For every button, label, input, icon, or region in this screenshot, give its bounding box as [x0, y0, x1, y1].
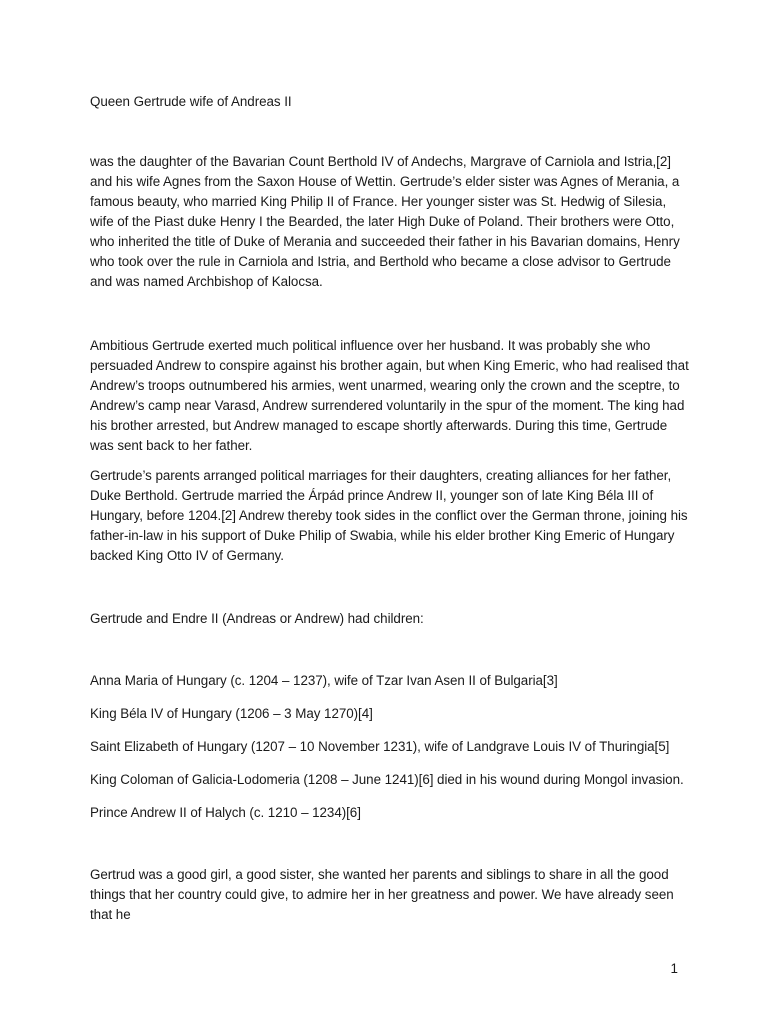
child-item: King Coloman of Galicia-Lodomeria (1208 – June 1241)[6] died in his wound during Mongol invasion.	[90, 772, 684, 787]
document-body	[90, 92, 690, 925]
page-number: 1	[670, 961, 678, 976]
paragraph-lineage: was the daughter of the Bavarian Count Berthold IV of Andechs, Margrave of Carniola and Istria,[2] and his wife Agnes from the Saxon House of Wettin. Gertrude’s elder sister was Agnes of Merania, a famous beauty, who married King Philip II of France. Her younger sister was St. Hedwig of Silesia, wife of the Piast duke Henry I the Bearded, the later High Duke of Poland. Their brothers were Otto, who inherited the title of Duke of Merania and succeeded their father in his Bavarian domains, Henry who took over the rule in Carniola and Istria, and Berthold who became a close advisor to Gertrude and was named Archbishop of Kalocsa.	[90, 154, 680, 289]
paragraph-political-influence: Ambitious Gertrude exerted much political influence over her husband. It was probably she who persuaded Andrew to conspire against his brother again, but when King Emeric, who had realised that Andrew’s troops outnumbered his armies, went unarmed, wearing only the crown and the sceptre, to Andrew’s camp near Varasd, Andrew surrendered voluntarily in the spur of the moment. The king had his brother arrested, but Andrew managed to escape shortly afterwards. During this time, Gertrude was sent back to her father.	[90, 338, 689, 453]
paragraph-marriage: Gertrude’s parents arranged political marriages for their daughters, creating alliances for her father, Duke Berthold. Gertrude married the Árpád prince Andrew II, younger son of late King Béla III of Hungary, before 1204.[2] Andrew thereby took sides in the conflict over the German throne, joining his father-in-law in his support of Duke Philip of Swabia, while his elder brother King Emeric of Hungary backed King Otto IV of Germany.	[90, 468, 688, 563]
document-title: Queen Gertrude wife of Andreas II	[90, 94, 292, 109]
child-item: Prince Andrew II of Halych (c. 1210 – 1234)[6]	[90, 805, 361, 820]
children-list	[90, 671, 690, 823]
child-item: Anna Maria of Hungary (c. 1204 – 1237), wife of Tzar Ivan Asen II of Bulgaria[3]	[90, 673, 558, 688]
child-item: King Béla IV of Hungary (1206 – 3 May 1270)[4]	[90, 706, 373, 721]
paragraph-closing: Gertrud was a good girl, a good sister, she wanted her parents and siblings to share in all the good things that her country could give, to admire her in her greatness and power. We have already seen that he	[90, 867, 674, 922]
children-intro: Gertrude and Endre II (Andreas or Andrew) had children:	[90, 611, 424, 626]
child-item: Saint Elizabeth of Hungary (1207 – 10 November 1231), wife of Landgrave Louis IV of Thuringia[5]	[90, 739, 670, 754]
